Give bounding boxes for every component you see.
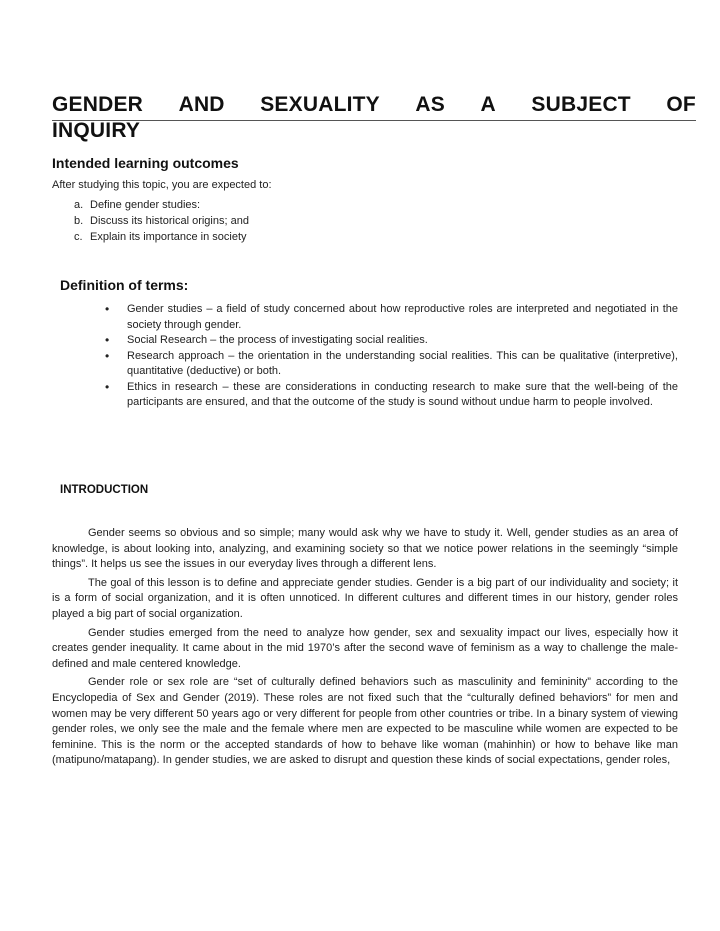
list-item-text: Define gender studies: bbox=[90, 199, 201, 211]
list-marker: a. bbox=[74, 199, 84, 211]
list-item bbox=[74, 197, 249, 213]
title-line-1 bbox=[52, 92, 696, 118]
definition-text: Research approach – the orientation in the understanding social realities. This can be qualitative (interpretive), quantitative (deductive) or both. bbox=[127, 349, 678, 377]
paragraph: Gender role or sex role are “set of culturally defined behaviors such as masculinity and femininity” according to the Encyclopedia of Sex and Gender (2019). These roles are not fixed such that the “culturally defined behaviors” for men and women may be very different 50 years ago or very different for people from other countries or tribe. In a binary system of viewing gender roles, we only see the male and the female where men are expected to be masculine while women are expected to be feminine. This is the norm or the accepted standards of how to behave like woman (mahinhin) or how to behave like man (matipuno/matapang). In gender studies, we are asked to disrupt and question these kinds of social expectations, gender roles, bbox=[52, 676, 678, 767]
outcomes-intro: After studying this topic, you are expected to: bbox=[52, 179, 272, 191]
document-title bbox=[52, 92, 696, 144]
title-word: SUBJECT bbox=[531, 93, 631, 116]
title-word: OF bbox=[666, 93, 696, 116]
title-word: A bbox=[480, 93, 496, 116]
list-item bbox=[74, 229, 249, 245]
definition-text: Ethics in research – these are considerations in conducting research to make sure that the well-being of the participants are ensured, and that the outcome of the study is sound without undue harm to people involved. bbox=[127, 380, 678, 408]
list-item bbox=[103, 333, 678, 349]
title-word: SEXUALITY bbox=[260, 93, 380, 116]
definition-text: Gender studies – a field of study concerned about how reproductive roles are interpreted and negotiated in the society through gender. bbox=[127, 303, 678, 331]
list-item bbox=[103, 302, 678, 333]
bullet-icon: • bbox=[105, 379, 110, 394]
definitions-list bbox=[103, 302, 678, 411]
list-item-text: Explain its importance in society bbox=[90, 231, 247, 243]
list-marker: b. bbox=[74, 215, 84, 227]
list-item bbox=[103, 349, 678, 380]
list-item bbox=[103, 380, 678, 411]
introduction-body bbox=[52, 526, 678, 772]
outcomes-list bbox=[74, 197, 249, 245]
title-word: GENDER bbox=[52, 93, 144, 116]
list-item-text: Discuss its historical origins; and bbox=[90, 215, 249, 227]
title-word: AS bbox=[415, 93, 445, 116]
outcomes-heading: Intended learning outcomes bbox=[52, 155, 239, 171]
bullet-icon: • bbox=[105, 333, 110, 347]
list-marker: c. bbox=[74, 231, 83, 243]
bullet-icon: • bbox=[105, 302, 110, 316]
title-underline bbox=[52, 120, 696, 121]
title-word: AND bbox=[178, 93, 225, 116]
introduction-heading: INTRODUCTION bbox=[60, 484, 149, 496]
definitions-heading: Definition of terms: bbox=[60, 277, 189, 293]
paragraph: The goal of this lesson is to define and appreciate gender studies. Gender is a big part of our individuality and society; it is a form of social organization, and it is often unnoticed. In different cultures and different times in our history, gender roles played a big part of social organization. bbox=[52, 576, 678, 620]
title-line-2: INQUIRY bbox=[52, 119, 141, 142]
definition-text: Social Research – the process of investigating social realities. bbox=[127, 334, 428, 346]
bullet-icon: • bbox=[105, 348, 110, 363]
list-item bbox=[74, 213, 249, 229]
paragraph: Gender seems so obvious and so simple; many would ask why we have to study it. Well, gender studies as an area of knowledge, is about looking into, analyzing, and examining society so that we notice power relations in the seemingly “simple things”. It helps us see the issues in our everyday lives through a different lens. bbox=[52, 527, 678, 571]
paragraph: Gender studies emerged from the need to analyze how gender, sex and sexuality impact our lives, especially how it creates gender inequality. It came about in the mid 1970’s after the second wave of feminism as a way to challenge the male-defined and male centered knowledge. bbox=[52, 626, 678, 670]
